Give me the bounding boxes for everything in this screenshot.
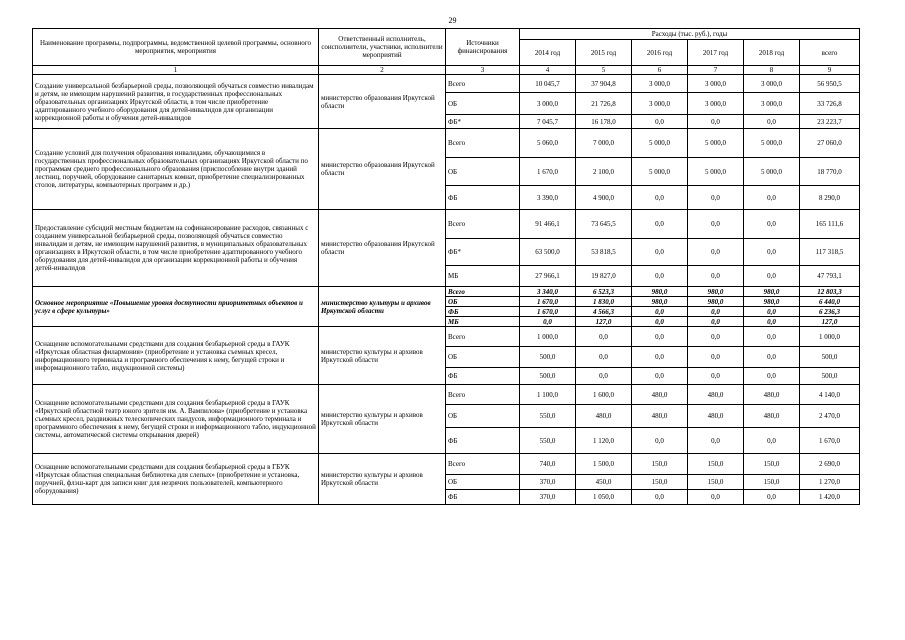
expense-value: 0,0 <box>744 347 800 368</box>
activity-description: Создание универсальной безбарьерной среды, позволяющей обучаться совместно инвалидам и детям, не имеющим нарушений развития, в государственных профессиональных образовательных организациях Иркутской области, в том числе приобретение адаптированного учебного оборудования для детей-инвалидов для организации коррекционной работы и обучения детей-инвалидов <box>33 75 319 129</box>
expense-value: 1 000,0 <box>800 327 860 347</box>
expense-value: 0,0 <box>688 490 744 505</box>
expense-value: 980,0 <box>632 287 688 297</box>
funding-source: ОБ <box>446 405 520 428</box>
budget-table <box>32 28 860 505</box>
expense-value: 0,0 <box>576 347 632 368</box>
expense-value: 0,0 <box>688 186 744 210</box>
column-index: 5 <box>576 66 632 75</box>
expense-value: 370,0 <box>520 490 576 505</box>
expense-value: 500,0 <box>800 368 860 385</box>
expense-value: 0,0 <box>688 266 744 287</box>
header-name: Наименование программы, подпрограммы, ведомственной целевой программы, основного мероприятия, мероприятия <box>33 29 319 66</box>
expense-value: 21 726,8 <box>576 93 632 115</box>
expense-value: 0,0 <box>744 186 800 210</box>
expense-value: 980,0 <box>744 297 800 307</box>
funding-source: ФБ <box>446 428 520 454</box>
expense-value: 480,0 <box>688 385 744 405</box>
expense-value: 0,0 <box>632 327 688 347</box>
funding-source: ОБ <box>446 347 520 368</box>
expense-value: 6 523,3 <box>576 287 632 297</box>
expense-value: 0,0 <box>688 115 744 129</box>
responsible-executor: министерство образования Иркутской области <box>319 129 446 210</box>
expense-value: 3 390,0 <box>520 186 576 210</box>
expense-value: 0,0 <box>632 115 688 129</box>
funding-source: Всего <box>446 75 520 93</box>
expense-value: 0,0 <box>744 327 800 347</box>
expense-value: 5 000,0 <box>744 129 800 158</box>
funding-source: Всего <box>446 327 520 347</box>
activity-description: Оснащение вспомогательными средствами для создания безбарьерной среды в ГБУК «Иркутская областная специальная библиотека для слепых» (приобретение и установка, поручней, флэш-карт для записи книг для незрячих пользователей, компьютерного оборудования) <box>33 454 319 505</box>
expense-value: 117 318,5 <box>800 239 860 266</box>
expense-value: 0,0 <box>744 266 800 287</box>
funding-source: Всего <box>446 385 520 405</box>
expense-value: 1 830,0 <box>576 297 632 307</box>
expense-value: 0,0 <box>520 317 576 327</box>
column-index: 7 <box>688 66 744 75</box>
expense-value: 1 670,0 <box>520 297 576 307</box>
expense-value: 53 818,5 <box>576 239 632 266</box>
expense-value: 33 726,8 <box>800 93 860 115</box>
expense-value: 63 500,0 <box>520 239 576 266</box>
expense-value: 0,0 <box>688 239 744 266</box>
funding-source: МБ <box>446 266 520 287</box>
expense-value: 0,0 <box>632 239 688 266</box>
expense-value: 3 000,0 <box>688 75 744 93</box>
expense-value: 19 827,0 <box>576 266 632 287</box>
expense-value: 500,0 <box>520 368 576 385</box>
expense-value: 8 290,0 <box>800 186 860 210</box>
activity-description: Предоставление субсидий местным бюджетам на софинансирование расходов, связанных с созданием универсальной безбарьерной среды, позволяющей обучаться совместно инвалидам и детям, не имеющим нарушений развития, в муниципальных образовательных организациях в Иркутской области, в том числе приобретение адаптированного учебного оборудования для детей-инвалидов для организации коррекционной работы и обучения детей-инвалидов <box>33 210 319 287</box>
funding-source: МБ <box>446 317 520 327</box>
expense-value: 5 000,0 <box>632 129 688 158</box>
expense-value: 1 500,0 <box>576 454 632 475</box>
expense-value: 27 966,1 <box>520 266 576 287</box>
expense-value: 980,0 <box>744 287 800 297</box>
expense-value: 450,0 <box>576 475 632 490</box>
funding-source: Всего <box>446 287 520 297</box>
expense-value: 0,0 <box>632 266 688 287</box>
header-year: 2018 год <box>744 40 800 66</box>
funding-source: ФБ <box>446 307 520 317</box>
expense-value: 150,0 <box>744 475 800 490</box>
expense-value: 3 000,0 <box>632 75 688 93</box>
activity-description: Основное мероприятие «Повышение уровня доступности приоритетных объектов и услуг в сфере культуры» <box>33 287 319 327</box>
expense-value: 1 670,0 <box>800 428 860 454</box>
funding-source: ФБ <box>446 368 520 385</box>
expense-value: 0,0 <box>632 490 688 505</box>
expense-value: 0,0 <box>744 307 800 317</box>
expense-value: 980,0 <box>688 297 744 307</box>
funding-source: ОБ <box>446 158 520 186</box>
header-responsible: Ответственный исполнитель, соисполнители, участники, исполнители мероприятий <box>319 29 446 66</box>
expense-value: 3 000,0 <box>688 93 744 115</box>
activity-description: Оснащение вспомогательными средствами для создания безбарьерной среды в ГАУК «Иркутская областная филармония» (приобретение и установка съемных кресел, информационного терминала и програмного обеспечения к нему, бегущей строки и информационного табло, индукционной системы) <box>33 327 319 385</box>
expense-value: 18 770,0 <box>800 158 860 186</box>
expense-value: 1 000,0 <box>520 327 576 347</box>
expense-value: 5 000,0 <box>688 129 744 158</box>
expense-value: 0,0 <box>632 186 688 210</box>
funding-source: ОБ <box>446 93 520 115</box>
table-row <box>33 210 860 239</box>
expense-value: 0,0 <box>576 368 632 385</box>
expense-value: 4 140,0 <box>800 385 860 405</box>
funding-source: ФБ* <box>446 239 520 266</box>
funding-source: ОБ <box>446 475 520 490</box>
expense-value: 980,0 <box>632 297 688 307</box>
column-index: 8 <box>744 66 800 75</box>
expense-value: 0,0 <box>688 210 744 239</box>
column-index: 9 <box>800 66 860 75</box>
expense-value: 5 000,0 <box>744 158 800 186</box>
expense-value: 4 566,3 <box>576 307 632 317</box>
expense-value: 0,0 <box>632 210 688 239</box>
expense-value: 0,0 <box>744 239 800 266</box>
expense-value: 1 120,0 <box>576 428 632 454</box>
header-year: 2016 год <box>632 40 688 66</box>
expense-value: 480,0 <box>632 385 688 405</box>
expense-value: 4 900,0 <box>576 186 632 210</box>
expense-value: 370,0 <box>520 475 576 490</box>
expense-value: 23 223,7 <box>800 115 860 129</box>
expense-value: 150,0 <box>688 454 744 475</box>
expense-value: 1 270,0 <box>800 475 860 490</box>
header-year: 2014 год <box>520 40 576 66</box>
responsible-executor: министерство культуры и архивов Иркутской области <box>319 454 446 505</box>
expense-value: 10 045,7 <box>520 75 576 93</box>
activity-description: Создание условий для получения образования инвалидами, обучающимися в государственных профессиональных образовательных организациях Иркутской области по программам среднего профессионального образования (приспособление внутри зданий лестниц, поручней, оборудование санитарных комнат, приобретение специализированных столов, литературы, компьютерных программ и др.) <box>33 129 319 210</box>
expense-value: 3 000,0 <box>744 75 800 93</box>
expense-value: 480,0 <box>744 405 800 428</box>
column-index: 4 <box>520 66 576 75</box>
expense-value: 0,0 <box>632 368 688 385</box>
funding-source: ФБ <box>446 490 520 505</box>
expense-value: 56 950,5 <box>800 75 860 93</box>
responsible-executor: министерство культуры и архивов Иркутской области <box>319 287 446 327</box>
expense-value: 0,0 <box>632 307 688 317</box>
expense-value: 37 904,8 <box>576 75 632 93</box>
responsible-executor: министерство культуры и архивов Иркутской области <box>319 385 446 454</box>
expense-value: 5 060,0 <box>520 129 576 158</box>
funding-source: Всего <box>446 454 520 475</box>
expense-value: 6 236,3 <box>800 307 860 317</box>
expense-value: 6 440,0 <box>800 297 860 307</box>
expense-value: 0,0 <box>688 317 744 327</box>
expense-value: 2 690,0 <box>800 454 860 475</box>
table-row <box>33 75 860 93</box>
expense-value: 3 000,0 <box>744 93 800 115</box>
table-row <box>33 129 860 158</box>
header-expenses: Расходы (тыс. руб.), годы <box>520 29 860 40</box>
funding-source: ФБ <box>446 186 520 210</box>
funding-source: Всего <box>446 210 520 239</box>
expense-value: 480,0 <box>576 405 632 428</box>
table-row <box>33 385 860 405</box>
expense-value: 0,0 <box>688 347 744 368</box>
funding-source: ФБ* <box>446 115 520 129</box>
expense-value: 0,0 <box>688 307 744 317</box>
expense-value: 12 803,3 <box>800 287 860 297</box>
expense-value: 1 670,0 <box>520 307 576 317</box>
expense-value: 7 045,7 <box>520 115 576 129</box>
expense-value: 0,0 <box>576 327 632 347</box>
responsible-executor: министерство образования Иркутской области <box>319 210 446 287</box>
expense-value: 0,0 <box>744 317 800 327</box>
expense-value: 0,0 <box>744 428 800 454</box>
expense-value: 0,0 <box>632 347 688 368</box>
header-year: всего <box>800 40 860 66</box>
header-year: 2017 год <box>688 40 744 66</box>
expense-value: 2 470,0 <box>800 405 860 428</box>
expense-value: 150,0 <box>632 454 688 475</box>
responsible-executor: министерство образования Иркутской области <box>319 75 446 129</box>
table-row <box>33 287 860 297</box>
expense-value: 1 420,0 <box>800 490 860 505</box>
expense-value: 5 000,0 <box>688 158 744 186</box>
expense-value: 3 000,0 <box>632 93 688 115</box>
expense-value: 500,0 <box>520 347 576 368</box>
expense-value: 0,0 <box>744 490 800 505</box>
expense-value: 91 466,1 <box>520 210 576 239</box>
expense-value: 165 111,6 <box>800 210 860 239</box>
expense-value: 980,0 <box>688 287 744 297</box>
expense-value: 1 670,0 <box>520 158 576 186</box>
expense-value: 150,0 <box>632 475 688 490</box>
expense-value: 7 000,0 <box>576 129 632 158</box>
activity-description: Оснащение вспомогательными средствами для создания безбарьерной среды в ГАУК «Иркутский областной театр юного зрителя им. А. Вампилова» (приобретение и установка съемных кресел, раздвижных телескопических пандусов, информационного терминала и программного обеспечения к нему, бегущей строки и информационного табло, индукционной системы, автоматической системы открывания дверей) <box>33 385 319 454</box>
responsible-executor: министерство культуры и архивов Иркутской области <box>319 327 446 385</box>
expense-value: 127,0 <box>576 317 632 327</box>
expense-value: 480,0 <box>744 385 800 405</box>
expense-value: 150,0 <box>688 475 744 490</box>
expense-value: 480,0 <box>632 405 688 428</box>
header-source: Источники финансирования <box>446 29 520 66</box>
column-index: 2 <box>319 66 446 75</box>
expense-value: 27 060,0 <box>800 129 860 158</box>
expense-value: 550,0 <box>520 428 576 454</box>
column-index: 3 <box>446 66 520 75</box>
expense-value: 0,0 <box>632 317 688 327</box>
expense-value: 0,0 <box>632 428 688 454</box>
table-row <box>33 327 860 347</box>
funding-source: Всего <box>446 129 520 158</box>
expense-value: 480,0 <box>688 405 744 428</box>
expense-value: 550,0 <box>520 405 576 428</box>
expense-value: 0,0 <box>688 428 744 454</box>
expense-value: 127,0 <box>800 317 860 327</box>
expense-value: 3 000,0 <box>520 93 576 115</box>
expense-value: 47 793,1 <box>800 266 860 287</box>
expense-value: 73 645,5 <box>576 210 632 239</box>
funding-source: ОБ <box>446 297 520 307</box>
expense-value: 1 100,0 <box>520 385 576 405</box>
expense-value: 3 340,0 <box>520 287 576 297</box>
table-row <box>33 454 860 475</box>
header-year: 2015 год <box>576 40 632 66</box>
expense-value: 1 050,0 <box>576 490 632 505</box>
expense-value: 740,0 <box>520 454 576 475</box>
page-number: 29 <box>448 16 457 25</box>
expense-value: 500,0 <box>800 347 860 368</box>
expense-value: 2 100,0 <box>576 158 632 186</box>
expense-value: 0,0 <box>744 368 800 385</box>
expense-value: 16 178,0 <box>576 115 632 129</box>
column-index: 1 <box>33 66 319 75</box>
expense-value: 150,0 <box>744 454 800 475</box>
expense-value: 0,0 <box>744 210 800 239</box>
expense-value: 5 000,0 <box>632 158 688 186</box>
expense-value: 0,0 <box>744 115 800 129</box>
expense-value: 0,0 <box>688 368 744 385</box>
expense-value: 1 600,0 <box>576 385 632 405</box>
expense-value: 0,0 <box>688 327 744 347</box>
column-index: 6 <box>632 66 688 75</box>
